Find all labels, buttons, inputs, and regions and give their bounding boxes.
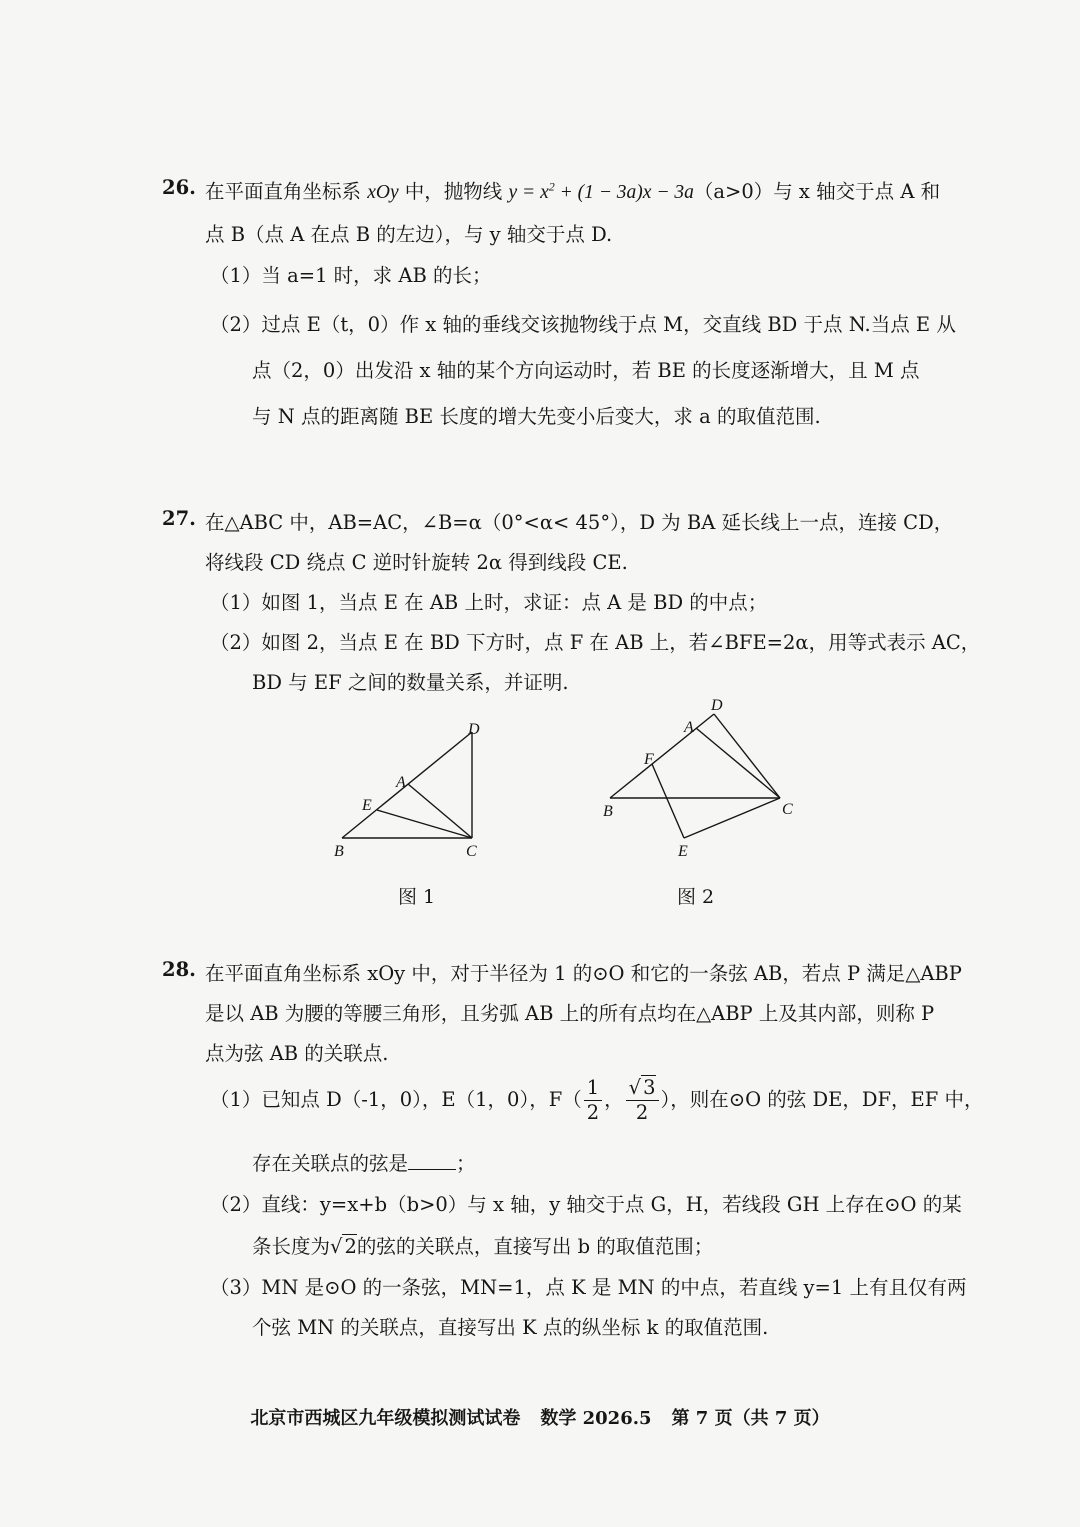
- question-text: 在平面直角坐标系 xOy 中，抛物线 $y = x^2 + (1 - 3a)x - 3a(a>0)$与 x 轴交于点 A 和: [205, 179, 941, 203]
- segment-dc: [714, 714, 780, 798]
- question-text: 点为弦 AB 的关联点.: [205, 1042, 389, 1065]
- sub-question-1: （1）已知点 D（-1，0），E（1，0），F（ $\frac{1}{2}$ ， $\frac{√ 3}{2}$ ），则在⊙O 的弦 DE，DF，EF 中，: [210, 1076, 984, 1124]
- question-text: 在△ABC 中，AB=AC，∠B=α（0°<α< 45°），D 为 BA 延长线上一点，连接 CD，: [205, 511, 954, 534]
- sub-question-2-cont: 点（2，0）出发沿 x 轴的某个方向运动时，若 BE 的长度逐渐增大，且 M 点: [252, 359, 920, 382]
- segment-ec: [377, 810, 472, 838]
- segment-ac: [408, 784, 472, 838]
- sub-question-1-cont: 存在关联点的弦是 ；: [252, 1152, 476, 1175]
- figure-1-caption: 图 1: [398, 886, 436, 908]
- question-text: 在平面直角坐标系 xOy 中，对于半径为 1 的⊙O 和它的一条弦 AB，若点 P 满足△ABP: [205, 962, 962, 985]
- sub-question-2-cont: 条长度为√ 2的弦的关联点，直接写出 b 的取值范围；: [252, 1235, 714, 1258]
- question-text: 是以 AB 为腰的等腰三角形，且劣弧 AB 上的所有点均在△ABP 上及其内部，则称 P: [205, 1002, 935, 1025]
- question-text: 点 B（点 A 在点 B 的左边），与 y 轴交于点 D.: [205, 223, 613, 246]
- question-text: 将线段 CD 绕点 C 逆时针旋转 2α 得到线段 CE.: [205, 551, 628, 574]
- exam-subject: 数学 2026.5: [540, 1408, 652, 1429]
- label-c: C: [782, 801, 793, 818]
- sub-question-2-cont: 与 N 点的距离随 BE 长度的增大先变小后变大，求 a 的取值范围.: [252, 405, 821, 428]
- figure-2: [590, 692, 810, 867]
- figure-1: [320, 710, 520, 870]
- label-e: E: [362, 797, 372, 814]
- page-number: 第 7 页（共 7 页）: [671, 1408, 830, 1429]
- label-a: A: [684, 719, 694, 736]
- segment-ac: [696, 728, 780, 798]
- fraction-sqrt3-half: $\frac{√ 3}{2}$: [626, 1076, 659, 1125]
- segment-ce: [684, 798, 780, 838]
- exam-title: 北京市西城区九年级模拟测试试卷: [250, 1408, 521, 1429]
- sub-question-3: （3）MN 是⊙O 的一条弦，MN=1，点 K 是 MN 的中点，若直线 y=1 上有且仅有两: [210, 1276, 967, 1299]
- label-a: A: [396, 774, 406, 791]
- question-number: 28.: [162, 958, 196, 981]
- label-f: F: [644, 751, 654, 768]
- question-number: 26.: [162, 176, 196, 199]
- sub-question-1: （1）如图 1，当点 E 在 AB 上时，求证：点 A 是 BD 的中点；: [210, 591, 768, 614]
- label-b: B: [334, 843, 344, 860]
- page-footer: [0, 1404, 1080, 1430]
- sub-question-2: （2）如图 2，当点 E 在 BD 下方时，点 F 在 AB 上，若∠BFE=2α，用等式表示 AC，: [210, 631, 981, 654]
- question-number: 27.: [162, 507, 196, 530]
- label-d: D: [711, 697, 723, 714]
- answer-blank[interactable]: [408, 1151, 456, 1170]
- label-d: D: [468, 721, 480, 738]
- label-c: C: [466, 843, 477, 860]
- parabola-formula: $y = x^2 + (1 - 3a)x - 3a$: [508, 179, 694, 203]
- sub-question-2-cont: BD 与 EF 之间的数量关系，并证明.: [252, 671, 569, 694]
- sub-question-2: （2）过点 E（t，0）作 x 轴的垂线交该抛物线于点 M，交直线 BD 于点 N.当点 E 从: [210, 313, 956, 336]
- label-b: B: [603, 803, 613, 820]
- sub-question-2: （2）直线：y=x+b（b>0）与 x 轴，y 轴交于点 G，H，若线段 GH 上存在⊙O 的某: [210, 1193, 962, 1216]
- figure-2-caption: 图 2: [677, 886, 715, 908]
- segment-fe: [652, 764, 684, 838]
- sub-question-1: （1）当 a=1 时，求 AB 的长；: [210, 264, 492, 287]
- label-e: E: [678, 843, 688, 860]
- sub-question-3-cont: 个弦 MN 的关联点，直接写出 K 点的纵坐标 k 的取值范围.: [252, 1316, 769, 1339]
- fraction-one-half: $\frac{1}{2}$: [584, 1076, 602, 1125]
